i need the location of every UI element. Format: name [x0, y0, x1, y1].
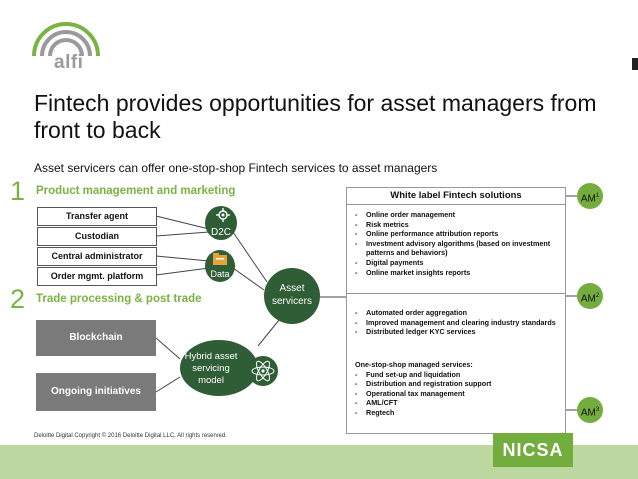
copyright-text: Deloitte Digital Copyright © 2016 Deloitte Digital LLC. All rights reserved.: [34, 433, 227, 439]
logo-text: alfi: [54, 52, 84, 73]
d2c-node: [205, 206, 237, 240]
nicsa-logo: NICSA: [493, 433, 573, 467]
transfer-agent-box: Transfer agent: [37, 207, 157, 226]
gear-icon: [216, 208, 230, 222]
panel-group-3: [355, 360, 561, 418]
asset-servicers-node: [264, 268, 320, 324]
white-label-panel: [346, 187, 566, 434]
hybrid-model-label: Hybrid asset servicing model: [184, 351, 238, 386]
list-item: - Regtech: [355, 407, 395, 417]
folder-icon: [213, 253, 227, 265]
order-mgmt-platform-box: Order mgmt. platform: [37, 267, 157, 286]
d2c-label: D2C: [210, 227, 231, 238]
list-item: - Improved management and clearing industry standards: [355, 317, 556, 327]
list-item: - Online performance attribution reports: [355, 229, 499, 239]
asset-servicers-label: Asset servicers: [271, 283, 312, 307]
list-item: - Online order management: [355, 210, 456, 219]
list-item: - Distribution and registration support: [355, 379, 492, 389]
atom-icon: [248, 356, 278, 386]
page-title: Fintech provides opportunities for asset managers from front to back: [34, 90, 597, 143]
list-item: - Automated order aggregation: [355, 308, 468, 317]
data-label: Data: [210, 269, 230, 279]
ongoing-initiatives-box: Ongoing initiatives: [36, 373, 156, 411]
panel-group-3-heading: One-stop-shop managed services:: [355, 360, 473, 369]
hybrid-model-node: [180, 340, 258, 396]
section1-label: Product management and marketing: [36, 185, 236, 197]
list-item: - Operational tax management: [355, 388, 465, 398]
list-item: - Distributed ledger KYC services: [355, 327, 476, 337]
central-administrator-box: Central administrator: [37, 247, 157, 266]
panel-group-1: [355, 210, 561, 277]
asset-manager-2: $AM^2$: [577, 283, 603, 309]
panel-title: White label Fintech solutions: [390, 190, 522, 201]
asset-manager-3: $AM^3$: [577, 397, 603, 423]
list-item: - AML/CFT: [355, 398, 398, 408]
list-item: - Investment advisory algorithms (based on investment patterns and behaviors): [355, 238, 551, 258]
list-item: - Digital payments: [355, 257, 424, 267]
data-node: [205, 250, 235, 282]
blockchain-box: Blockchain: [36, 320, 156, 356]
section2-number: 2: [10, 284, 26, 314]
page-subtitle: Asset servicers can offer one-stop-shop Fintech services to asset managers: [34, 161, 438, 175]
list-item: - Fund set-up and liquidation: [355, 369, 461, 379]
section2-label: Trade processing & post trade: [36, 293, 202, 305]
list-item: - Risk metrics: [355, 219, 409, 229]
custodian-box: Custodian: [37, 227, 157, 246]
list-item: - Online market insights reports: [355, 267, 471, 277]
panel-group-2: [355, 308, 561, 337]
asset-manager-1: $AM^1$: [577, 183, 603, 209]
section1-number: 1: [10, 176, 26, 206]
